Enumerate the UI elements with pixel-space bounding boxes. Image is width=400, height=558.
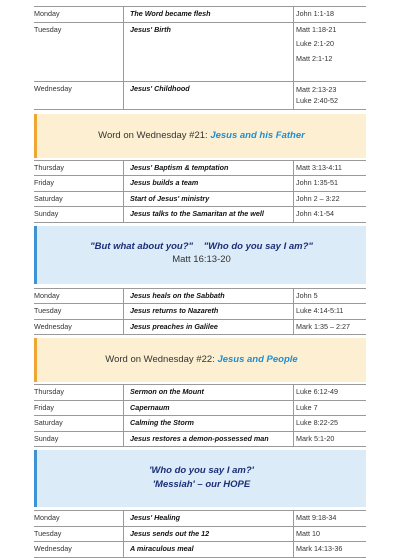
day-label: Saturday bbox=[34, 193, 63, 203]
day-label: Wednesday bbox=[34, 321, 72, 331]
table-row bbox=[34, 176, 366, 192]
table-row bbox=[34, 542, 366, 558]
hope-answer: 'Messiah' – our HOPE bbox=[152, 479, 251, 490]
topic-label: A miraculous meal bbox=[130, 544, 194, 553]
reference: John 1:1-18 bbox=[296, 9, 334, 18]
question-banner bbox=[34, 226, 366, 284]
day-label: Wednesday bbox=[34, 544, 72, 553]
topic-label: Start of Jesus' ministry bbox=[130, 193, 210, 203]
question-2: "Who do you say I am?" bbox=[203, 240, 313, 252]
day-label: Sunday bbox=[34, 433, 59, 443]
topic-label: Jesus restores a demon-possessed man bbox=[130, 433, 269, 443]
reference: John 1:35-51 bbox=[296, 178, 338, 187]
day-label: Saturday bbox=[34, 418, 63, 427]
table-row bbox=[34, 416, 366, 432]
day-label: Thursday bbox=[34, 387, 64, 396]
reference: Matt 10 bbox=[296, 528, 320, 538]
topic-label: Jesus' Baptism & temptation bbox=[130, 162, 229, 172]
table-row bbox=[34, 192, 366, 208]
table-row bbox=[34, 320, 366, 336]
topic-label: Jesus preaches in Galilee bbox=[130, 321, 218, 331]
reference-list bbox=[296, 23, 366, 67]
reference: Luke 7 bbox=[296, 402, 318, 412]
table-row bbox=[34, 510, 366, 527]
reading-plan bbox=[34, 0, 366, 558]
topic-label: Calming the Storm bbox=[130, 418, 194, 427]
topic-label: Capernaum bbox=[130, 402, 170, 412]
day-label: Monday bbox=[34, 290, 60, 300]
wow-banner-22 bbox=[34, 338, 366, 382]
table-row bbox=[34, 82, 366, 110]
reference: John 2 – 3:22 bbox=[296, 193, 340, 203]
hope-question: 'Who do you say I am?' bbox=[149, 465, 254, 476]
table-row bbox=[34, 6, 366, 23]
table-row bbox=[34, 527, 366, 543]
table-row bbox=[34, 288, 366, 305]
topic-label: Jesus' Healing bbox=[130, 513, 181, 522]
day-label: Tuesday bbox=[34, 306, 62, 315]
reference: John 4:1-54 bbox=[296, 209, 334, 218]
reference: Mark 1:35 – 2:27 bbox=[296, 321, 350, 331]
reference: John 5 bbox=[296, 290, 318, 300]
question-1: "But what about you?" bbox=[90, 240, 194, 252]
topic-label: Jesus returns to Nazareth bbox=[130, 306, 219, 315]
reference: Luke 8:22-25 bbox=[296, 418, 338, 427]
topic-label: Jesus sends out the 12 bbox=[130, 528, 210, 538]
day-label: Tuesday bbox=[34, 528, 62, 538]
banner-prefix: Word on Wednesday #21: bbox=[98, 129, 211, 141]
day-label: Friday bbox=[34, 402, 54, 412]
day-label: Wednesday bbox=[34, 83, 72, 93]
banner-title: Jesus and his Father bbox=[210, 129, 305, 141]
reference: Mark 14:13-36 bbox=[296, 544, 343, 553]
topic-label: Sermon on the Mount bbox=[130, 387, 204, 396]
reference: Luke 2:40-52 bbox=[296, 95, 338, 105]
topic-label: Jesus heals on the Sabbath bbox=[130, 290, 225, 300]
table-row bbox=[34, 304, 366, 320]
reference: Matt 3:13-4:11 bbox=[296, 162, 342, 172]
day-label: Tuesday bbox=[34, 24, 62, 34]
topic-label: Jesus talks to the Samaritan at the well bbox=[130, 209, 264, 218]
table-row bbox=[34, 432, 366, 448]
reference: Matt 1:18-21 bbox=[296, 24, 337, 34]
banner-reference: Matt 16:13-20 bbox=[172, 253, 231, 265]
reference: Luke 4:14-5:11 bbox=[296, 306, 344, 315]
hope-banner bbox=[34, 450, 366, 507]
day-label: Monday bbox=[34, 513, 60, 522]
wow-banner-21 bbox=[34, 114, 366, 158]
reference: Matt 2:1-12 bbox=[296, 53, 333, 63]
day-label: Monday bbox=[34, 9, 60, 18]
banner-prefix: Word on Wednesday #22: bbox=[105, 354, 218, 365]
topic-label: The Word became flesh bbox=[130, 9, 211, 18]
topic-label: Jesus' Birth bbox=[130, 24, 171, 34]
reference-list bbox=[296, 82, 366, 106]
day-label: Sunday bbox=[34, 209, 59, 218]
reference: Luke 6:12-49 bbox=[296, 387, 338, 396]
table-row bbox=[34, 384, 366, 401]
table-row bbox=[34, 23, 366, 82]
table-row bbox=[34, 401, 366, 417]
topic-label: Jesus' Childhood bbox=[130, 83, 190, 93]
reference: Matt 2:13-23 bbox=[296, 84, 337, 94]
banner-title: Jesus and People bbox=[217, 354, 298, 365]
day-label: Thursday bbox=[34, 162, 64, 172]
day-label: Friday bbox=[34, 178, 54, 187]
reference: Mark 5:1-20 bbox=[296, 433, 335, 443]
topic-label: Jesus builds a team bbox=[130, 178, 199, 187]
table-row bbox=[34, 160, 366, 177]
table-row bbox=[34, 207, 366, 223]
reference: Matt 9:18-34 bbox=[296, 513, 337, 522]
reference: Luke 2:1-20 bbox=[296, 39, 334, 48]
